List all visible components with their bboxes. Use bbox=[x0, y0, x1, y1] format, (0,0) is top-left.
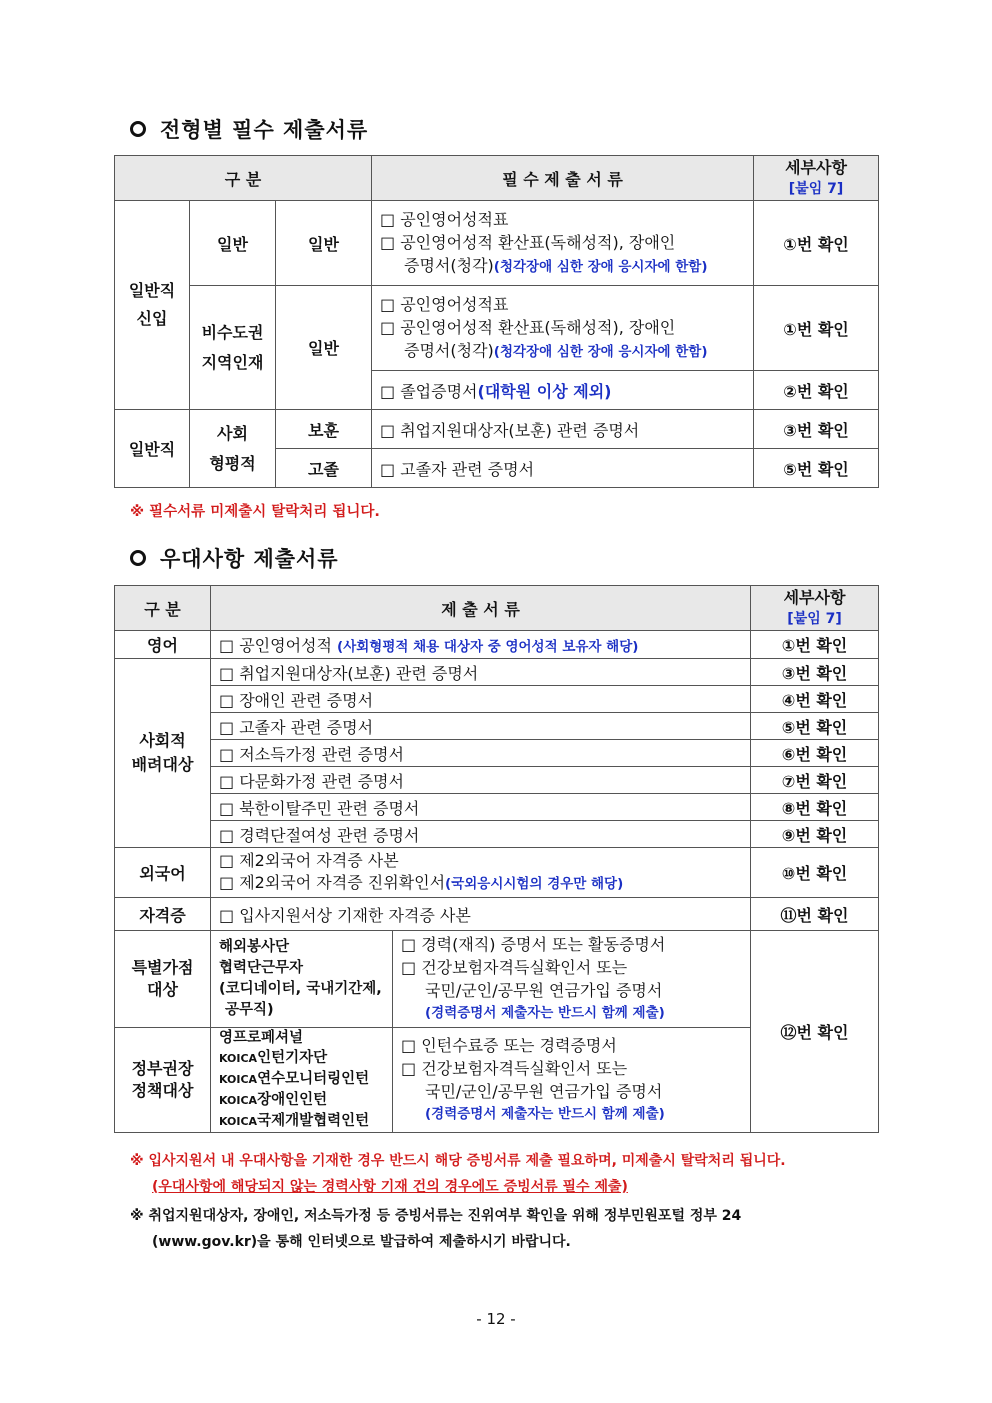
detail-cell: ②번 확인 bbox=[754, 371, 879, 410]
category-foreign: 외국어 bbox=[115, 848, 211, 898]
table-row bbox=[115, 898, 879, 931]
table-row bbox=[115, 740, 879, 767]
header-category: 구 분 bbox=[115, 156, 372, 201]
header-detail: 세부사항 [붙임 7] bbox=[754, 156, 879, 201]
table-row bbox=[115, 686, 879, 713]
section1-title: 전형별 필수 제출서류 bbox=[130, 114, 368, 144]
docs-cell: □ 고졸자 관련 증명서 bbox=[372, 449, 754, 488]
detail-cell: ⑦번 확인 bbox=[751, 767, 879, 794]
doc-item: □ 경력(재직) 증명서 또는 활동증명서 bbox=[401, 935, 666, 954]
category-special: 특별가점 대상 bbox=[115, 931, 211, 1028]
group-label-general-new: 일반직 신입 bbox=[115, 201, 190, 410]
doc-item: 국민/군인/공무원 연금가입 증명서 bbox=[425, 1082, 663, 1101]
table-row bbox=[115, 821, 879, 848]
detail-cell: ①번 확인 bbox=[754, 201, 879, 286]
docs-cell bbox=[393, 1028, 751, 1133]
type-cell: 일반 bbox=[276, 201, 372, 286]
group-label-general: 일반직 bbox=[115, 410, 190, 488]
docs-cell: □ 입사지원서상 기재한 자격증 사본 bbox=[211, 898, 751, 931]
table-row bbox=[115, 631, 879, 659]
preference-docs-table bbox=[114, 585, 879, 1133]
category-policy: 정부권장 정책대상 bbox=[115, 1028, 211, 1133]
doc-item: 증명서(청각)(청각장애 심한 장애 응시자에 한함) bbox=[404, 255, 708, 275]
page-number: - 12 - bbox=[476, 1310, 516, 1328]
docs-cell: □ 북한이탈주민 관련 증명서 bbox=[211, 794, 751, 821]
required-docs-table bbox=[114, 155, 879, 488]
sub-category: 사회 형평적 bbox=[190, 410, 276, 488]
detail-cell: ⑩번 확인 bbox=[751, 848, 879, 898]
table-row bbox=[115, 713, 879, 740]
type-cell: 고졸 bbox=[276, 449, 372, 488]
detail-cell: ⑤번 확인 bbox=[751, 713, 879, 740]
detail-cell: ①번 확인 bbox=[754, 286, 879, 371]
doc-item: (경력증명서 제출자는 반드시 함께 제출) bbox=[425, 1106, 665, 1122]
table-row bbox=[115, 931, 879, 1028]
circle-bullet-icon bbox=[130, 121, 146, 137]
circle-bullet-icon bbox=[130, 550, 146, 566]
detail-cell: ⑤번 확인 bbox=[754, 449, 879, 488]
docs-cell bbox=[393, 931, 751, 1028]
table-row bbox=[115, 794, 879, 821]
preference-note-1: ※ 입사지원서 내 우대사항을 기재한 경우 반드시 해당 증빙서류 제출 필요하며, 미제출시 탈락처리 됩니다. bbox=[130, 1153, 786, 1169]
docs-cell: □ 저소득가정 관련 증명서 bbox=[211, 740, 751, 767]
detail-cell: ④번 확인 bbox=[751, 686, 879, 713]
category-english: 영어 bbox=[115, 631, 211, 659]
detail-cell: ⑪번 확인 bbox=[751, 898, 879, 931]
preference-note-1b: (우대사항에 해당되지 않는 경력사항 기재 건의 경우에도 증빙서류 필수 제출) bbox=[152, 1179, 628, 1195]
docs-cell bbox=[372, 201, 754, 286]
docs-cell: □ 졸업증명서(대학원 이상 제외) bbox=[372, 371, 754, 410]
category-social: 사회적 배려대상 bbox=[115, 659, 211, 848]
doc-item: □ 공인영어성적 환산표(독해성적), 장애인 bbox=[380, 232, 676, 252]
docs-cell: □ 고졸자 관련 증명서 bbox=[211, 713, 751, 740]
type-cell: 일반 bbox=[276, 286, 372, 410]
table-header-row bbox=[115, 586, 879, 631]
detail-cell: ③번 확인 bbox=[751, 659, 879, 686]
doc-item: □ 공인영어성적표 bbox=[380, 209, 509, 229]
detail-cell: ⑧번 확인 bbox=[751, 794, 879, 821]
section2-title: 우대사항 제출서류 bbox=[130, 543, 339, 573]
table-header-row bbox=[115, 156, 879, 201]
header-docs: 제 출 서 류 bbox=[211, 586, 751, 631]
doc-item: □ 제2외국어 자격증 진위확인서(국외응시시험의 경우만 해당) bbox=[219, 873, 624, 892]
doc-item: □ 공인영어성적 환산표(독해성적), 장애인 bbox=[380, 317, 676, 337]
preference-note-2: ※ 취업지원대상자, 장애인, 저소득가정 등 증빙서류는 진위여부 확인을 위해 정부민원포털 정부 24 bbox=[130, 1208, 742, 1224]
sub-category: 영프로페셔널 KOICA인턴기자단 KOICA연수모니터링인턴 KOICA장애인인턴 KOICA국제개발협력인턴 bbox=[211, 1028, 393, 1133]
sub-category: 비수도권 지역인재 bbox=[190, 286, 276, 410]
docs-cell bbox=[211, 848, 751, 898]
doc-item: □ 인턴수료증 또는 경력증명서 bbox=[401, 1036, 617, 1055]
docs-cell: □ 다문화가정 관련 증명서 bbox=[211, 767, 751, 794]
table-row bbox=[115, 767, 879, 794]
doc-item: (경력증명서 제출자는 반드시 함께 제출) bbox=[425, 1005, 665, 1021]
table-row bbox=[115, 410, 879, 449]
detail-cell: ⑨번 확인 bbox=[751, 821, 879, 848]
type-cell: 보훈 bbox=[276, 410, 372, 449]
detail-cell: ①번 확인 bbox=[751, 631, 879, 659]
docs-cell: □ 취업지원대상자(보훈) 관련 증명서 bbox=[211, 659, 751, 686]
docs-cell: □ 경력단절여성 관련 증명서 bbox=[211, 821, 751, 848]
doc-item: 증명서(청각)(청각장애 심한 장애 응시자에 한함) bbox=[404, 340, 708, 360]
detail-cell: ⑥번 확인 bbox=[751, 740, 879, 767]
table-row bbox=[115, 286, 879, 371]
docs-cell: □ 공인영어성적 (사회형평적 채용 대상자 중 영어성적 보유자 해당) bbox=[211, 631, 751, 659]
docs-cell: □ 취업지원대상자(보훈) 관련 증명서 bbox=[372, 410, 754, 449]
detail-cell: ⑫번 확인 bbox=[751, 931, 879, 1133]
table-row bbox=[115, 848, 879, 898]
table-row bbox=[115, 659, 879, 686]
sub-category: 해외봉사단 협력단근무자 (코디네이터, 국내기간제, 공무직) bbox=[211, 931, 393, 1028]
required-note: ※ 필수서류 미제출시 탈락처리 됩니다. bbox=[130, 504, 380, 520]
doc-item: □ 건강보험자격득실확인서 또는 bbox=[401, 958, 628, 977]
doc-item: □ 제2외국어 자격증 사본 bbox=[219, 851, 399, 870]
doc-item: 국민/군인/공무원 연금가입 증명서 bbox=[425, 981, 663, 1000]
header-category: 구 분 bbox=[115, 586, 211, 631]
table-row bbox=[115, 201, 879, 286]
header-docs: 필 수 제 출 서 류 bbox=[372, 156, 754, 201]
doc-item: □ 공인영어성적표 bbox=[380, 294, 509, 314]
doc-item: □ 건강보험자격득실확인서 또는 bbox=[401, 1059, 628, 1078]
category-cert: 자격증 bbox=[115, 898, 211, 931]
detail-cell: ③번 확인 bbox=[754, 410, 879, 449]
docs-cell: □ 장애인 관련 증명서 bbox=[211, 686, 751, 713]
header-detail: 세부사항 [붙임 7] bbox=[751, 586, 879, 631]
docs-cell bbox=[372, 286, 754, 371]
sub-category: 일반 bbox=[190, 201, 276, 286]
preference-note-2b: (www.gov.kr)을 통해 인터넷으로 발급하여 제출하시기 바랍니다. bbox=[152, 1234, 571, 1250]
